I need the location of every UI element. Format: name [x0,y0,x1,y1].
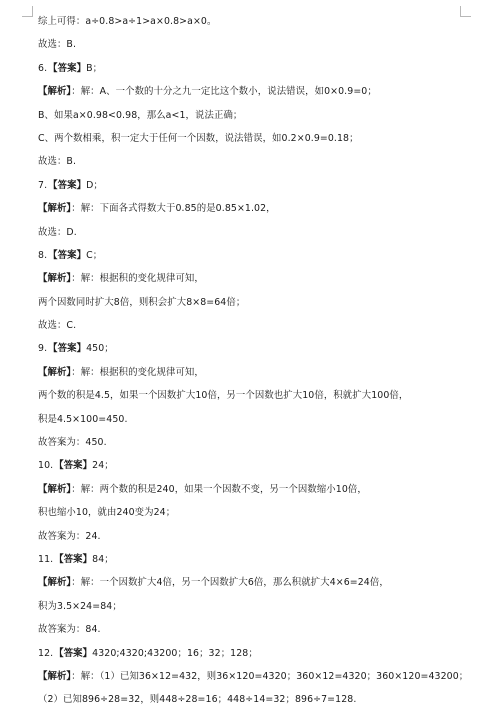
question-number: 9. [38,343,48,355]
analysis-text: ：解：下面各式得数大于0.85的是0.85×1.02， [71,203,276,215]
analysis-text: ：解：根据积的变化规律可知， [71,273,204,285]
answer-text: D； [86,179,103,191]
analysis-label: 【解析】 [38,577,72,589]
answer-label: 【答案】 [48,179,87,191]
analysis-label: 【解析】 [38,86,72,98]
analysis-line [38,361,478,384]
analysis-text: ：解：（1）已知36×12=432，则36×120=4320；360×12=4320；360×120=43200； [71,670,469,682]
text-line: 两个数的积是4.5，如果一个因数扩大10倍，另一个因数也扩大10倍，积就扩大100倍， [38,390,409,402]
analysis-line [38,665,478,688]
answer-line [38,454,478,477]
answer-line [38,337,478,360]
text-line: 积为3.5×24=84； [38,600,122,612]
text-line: 故选：D. [38,226,77,238]
analysis-line [38,571,478,594]
text-line: 综上可得：a÷0.8>a÷1>a×0.8>a×0。 [38,16,217,27]
question-number: 7. [38,179,48,191]
question-number: 8. [38,249,48,261]
analysis-text: ：解：一个因数扩大4倍，另一个因数扩大6倍，那么积就扩大4×6=24倍， [71,577,389,589]
answer-text: 24； [92,460,114,472]
answer-text: 84； [92,553,114,565]
text-line: 积也缩小10，就由240变为24； [38,507,176,519]
text-line: 故选：C. [38,320,77,332]
analysis-line [38,267,478,290]
answer-label: 【答案】 [48,343,87,355]
question-number: 10. [38,460,54,472]
answer-line [38,244,478,267]
text-line: 积是4.5×100=450. [38,413,128,425]
analysis-label: 【解析】 [38,483,72,495]
answer-line [38,57,478,80]
question-number: 11. [38,553,54,565]
question-number: 12. [38,647,54,659]
text-line: B、如果a×0.98<0.98，那么a<1，说法正确； [38,109,243,121]
answer-label: 【答案】 [54,553,93,565]
answer-line [38,548,478,571]
answer-text: C； [86,249,103,261]
text-line: 故选：B. [38,39,77,51]
answer-label: 【答案】 [54,647,93,659]
text-line: C、两个数相乘，积一定大于任何一个因数，说法错误，如0.2×0.9=0.18； [38,132,359,144]
question-number: 6. [38,62,48,74]
text-line: （2）已知896÷28=32，则448÷28=16；448÷14=32；896÷7=128. [38,694,357,706]
page-corner-mark-left [22,6,33,17]
answer-line [38,174,478,197]
text-line: 故答案为：24. [38,530,101,542]
text-line: 故答案为：84. [38,624,101,636]
analysis-text: ：解：根据积的变化规律可知， [71,366,204,378]
text-line: 故选：B. [38,156,77,168]
analysis-line [38,80,478,103]
answer-label: 【答案】 [48,249,87,261]
answer-text: 4320;4320;43200；16；32；128； [92,647,258,659]
answer-text: B； [86,62,103,74]
answer-line [38,642,478,665]
analysis-line [38,197,478,220]
analysis-label: 【解析】 [38,670,72,682]
text-line: 两个因数同时扩大8倍，则积会扩大8×8=64倍； [38,296,246,308]
analysis-text: ：解：两个数的积是240，如果一个因数不变，另一个因数缩小10倍， [71,483,367,495]
answer-label: 【答案】 [54,460,93,472]
analysis-line [38,478,478,501]
analysis-text: ：解：A、一个数的十分之九一定比这个数小，说法错误，如0×0.9=0； [71,86,377,98]
document-body [38,10,478,712]
answer-label: 【答案】 [48,62,87,74]
answer-text: 450； [86,343,114,355]
analysis-label: 【解析】 [38,273,72,285]
analysis-label: 【解析】 [38,203,72,215]
analysis-label: 【解析】 [38,366,72,378]
text-line: 故答案为：450. [38,437,107,449]
